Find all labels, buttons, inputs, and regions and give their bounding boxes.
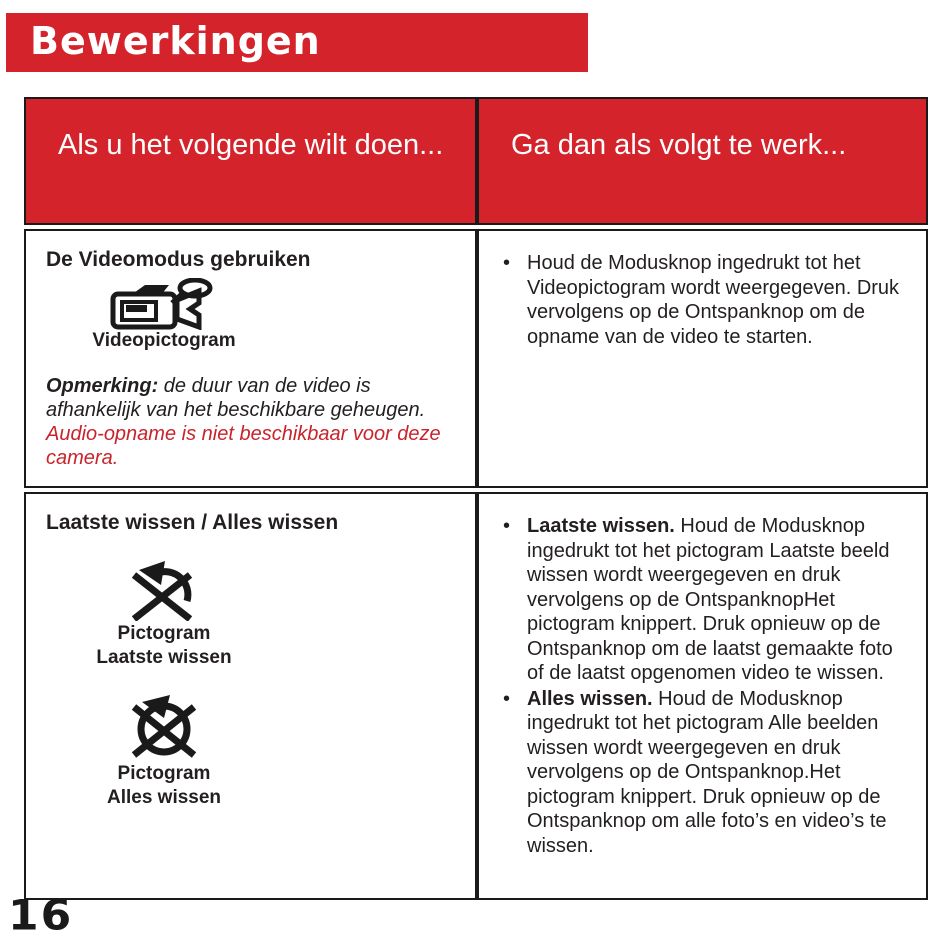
video-camera-icon	[105, 278, 223, 330]
video-icon-block	[54, 278, 274, 352]
header-cell-action	[24, 97, 477, 225]
table-row-video-mode	[24, 229, 928, 488]
video-mode-procedure-cell	[477, 229, 928, 488]
delete-last-label-line2: Laatste wissen	[96, 647, 232, 668]
note-lead: Opmerking:	[46, 375, 159, 397]
delete-last-icon-block	[54, 557, 274, 669]
note-text: de duur van de video is afhankelijk van het beschikbare geheugen.	[46, 375, 426, 421]
bullet-text: Houd de Modusknop ingedrukt tot het pictogram Alle beelden wissen wordt weergegeven en druk vervolgens op de Ontspanknop.Het pictogram knippert. Druk opnieuw op de Ontspanknop om alle foto’s en video’s te wissen.	[527, 687, 887, 857]
delete-all-icon-block	[54, 691, 274, 809]
header-action-label: Als u het volgende wilt doen...	[58, 129, 444, 161]
video-icon-label: Videopictogram	[92, 330, 236, 351]
delete-all-label-line1: Pictogram	[117, 763, 211, 784]
list-item	[499, 251, 908, 349]
delete-action-cell	[24, 492, 477, 900]
delete-all-label-line2: Alles wissen	[106, 787, 222, 808]
delete-procedure-cell	[477, 492, 928, 900]
list-item	[499, 687, 908, 859]
header-cell-procedure	[477, 97, 928, 225]
delete-last-icon	[127, 557, 201, 621]
video-note	[46, 374, 454, 470]
header-procedure-label: Ga dan als volgt te werk...	[511, 129, 847, 161]
bullet-lead: Alles wissen.	[527, 687, 653, 710]
video-procedure-list	[499, 251, 908, 349]
bullet-text: Houd de Modusknop ingedrukt tot het pictogram Laatste beeld wissen wordt weergegeven en druk vervolgens op de OntspanknopHet pictogram knippert. Druk opnieuw op de Ontspanknop om de laatst gemaakte foto of de laatst opgenomen video te wissen.	[527, 515, 893, 684]
table-row-delete	[24, 492, 928, 900]
list-item	[499, 514, 908, 686]
page-number: 16	[8, 891, 74, 940]
bullet-text: Houd de Modusknop ingedrukt tot het Videopictogram wordt weergegeven. Druk vervolgens op de Ontspanknop om de opname van de video te starten.	[527, 252, 900, 348]
delete-procedure-list	[499, 514, 908, 858]
video-mode-heading: De Videomodus gebruiken	[46, 248, 311, 271]
delete-last-label-line1: Pictogram	[117, 623, 211, 644]
delete-all-icon	[126, 691, 202, 761]
section-banner	[6, 13, 588, 72]
video-mode-action-cell	[24, 229, 477, 488]
section-title: Bewerkingen	[30, 18, 321, 63]
delete-heading: Laatste wissen / Alles wissen	[46, 511, 339, 534]
instruction-table	[24, 97, 928, 904]
note-warning-text: Audio-opname is niet beschikbaar voor deze camera.	[46, 423, 441, 469]
bullet-lead: Laatste wissen.	[527, 515, 675, 537]
table-header-row	[24, 97, 928, 225]
